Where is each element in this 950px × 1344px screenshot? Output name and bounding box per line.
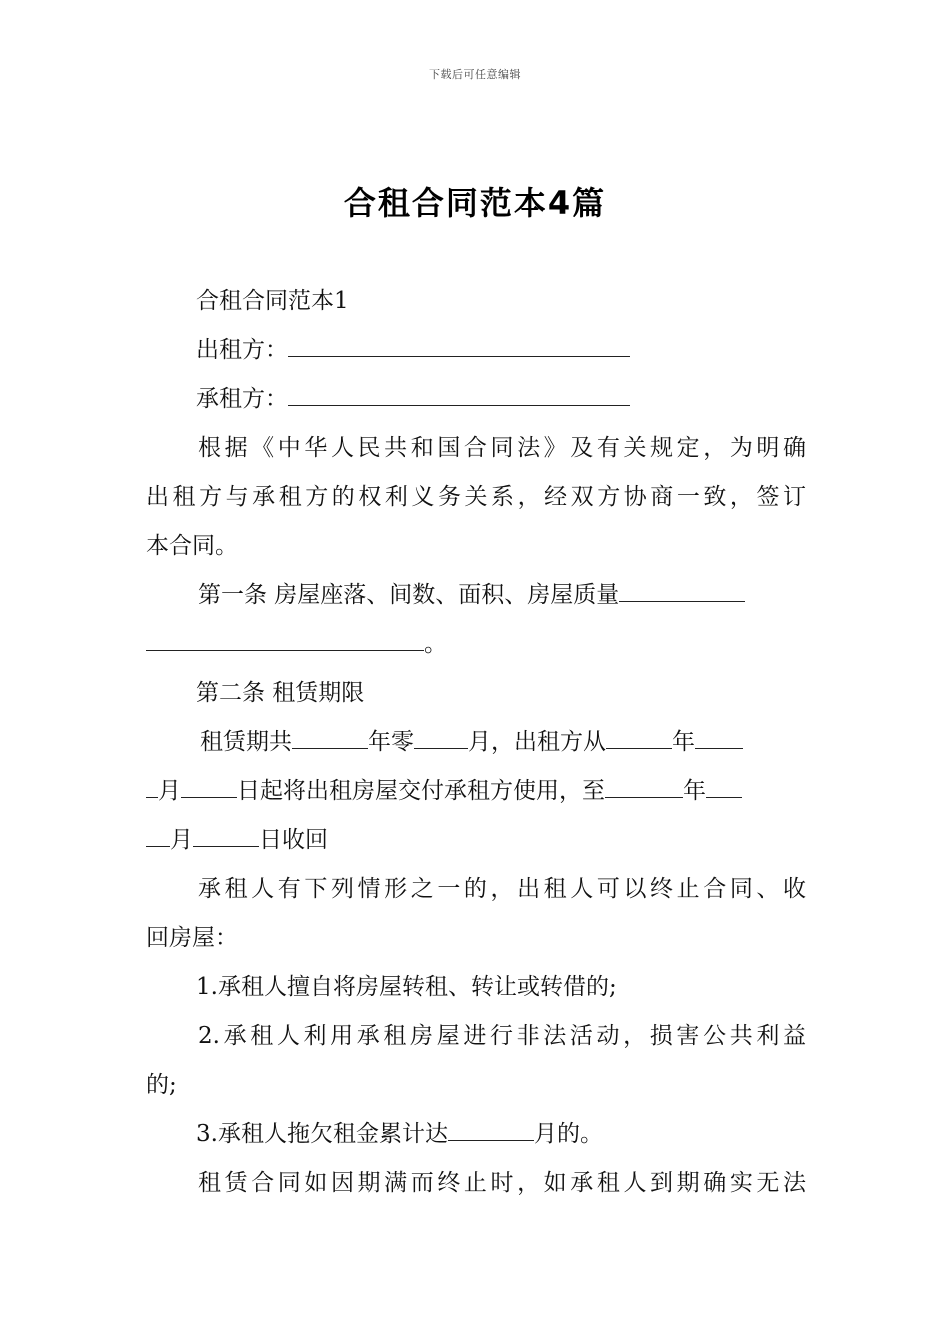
start-label: 月，出租方从 (468, 729, 606, 755)
list-item-continued: 的; (146, 1072, 177, 1098)
lessor-line (146, 326, 806, 375)
lessee-blank[interactable] (288, 379, 630, 406)
start-year-blank[interactable] (606, 722, 672, 749)
paragraph-line: 租赁合同如因期满而终止时，如承租人到期确实无法 (198, 1170, 806, 1196)
lease-term-label: 租赁期共 (200, 729, 292, 755)
list-item (146, 1110, 806, 1159)
document-body (146, 277, 806, 1208)
start-month-blank[interactable] (695, 722, 743, 749)
lessee-line (146, 375, 806, 424)
start-month-label: 月 (158, 778, 181, 804)
return-text: 日收回 (259, 827, 328, 853)
article-one-line (146, 571, 806, 620)
article-one-text: 第一条 房屋座落、间数、面积、房屋质量 (198, 582, 620, 608)
arrears-text: 3.承租人拖欠租金累计达 (196, 1121, 448, 1147)
end-year-label: 年 (683, 778, 706, 804)
months-blank[interactable] (414, 722, 468, 749)
lease-term-line-2 (146, 767, 806, 816)
property-blank-continued[interactable] (146, 624, 424, 651)
end-month-blank-continued[interactable] (146, 820, 170, 847)
end-day-blank[interactable] (193, 820, 259, 847)
handover-text: 日起将出租房屋交付承租方使用，至 (237, 778, 605, 804)
paragraph-line: 根据《中华人民共和国合同法》及有关规定，为明确 (198, 435, 806, 461)
start-month-blank-continued[interactable] (146, 771, 158, 798)
paragraph-line: 出租方与承租方的权利义务关系，经双方协商一致，签订 (146, 484, 806, 510)
lease-term-line (146, 718, 806, 767)
years-blank[interactable] (292, 722, 368, 749)
header-note: 下载后可任意编辑 (429, 68, 521, 81)
start-day-blank[interactable] (181, 771, 237, 798)
arrears-months-label: 月的。 (533, 1121, 603, 1147)
lessee-label: 承租方： (196, 386, 288, 412)
period-mark: 。 (424, 631, 447, 657)
article-one-continued (146, 620, 806, 669)
article-two-heading: 第二条 租赁期限 (196, 680, 365, 706)
paragraph-line: 承租人有下列情形之一的，出租人可以终止合同、收 (198, 876, 806, 902)
lease-term-line-3 (146, 816, 806, 865)
document-title: 合租合同范本4篇 (343, 184, 607, 222)
list-item: 2.承租人利用承租房屋进行非法活动，损害公共利益 (198, 1023, 806, 1049)
arrears-months-blank[interactable] (448, 1114, 534, 1141)
years-label: 年零 (368, 729, 414, 755)
end-year-blank[interactable] (605, 771, 683, 798)
paragraph-line: 本合同。 (146, 533, 238, 559)
lessor-label: 出租方： (196, 337, 288, 363)
section-heading: 合租合同范本1 (196, 288, 349, 314)
end-month-label: 月 (170, 827, 193, 853)
property-blank[interactable] (619, 575, 745, 602)
list-item: 1.承租人擅自将房屋转租、转让或转借的; (196, 974, 617, 1000)
start-year-label: 年 (672, 729, 695, 755)
lessor-blank[interactable] (288, 330, 630, 357)
paragraph-line: 回房屋： (146, 925, 238, 951)
end-month-blank[interactable] (706, 771, 742, 798)
